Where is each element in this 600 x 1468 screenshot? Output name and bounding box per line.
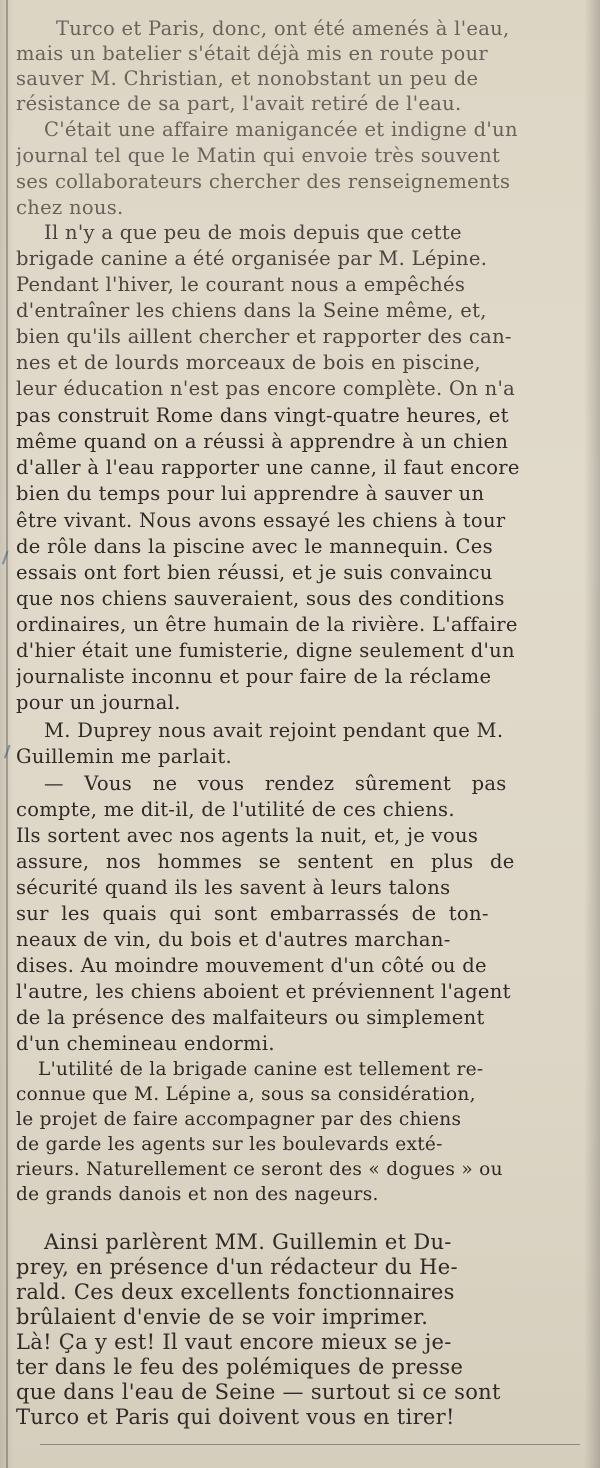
- article-line: d'un chemineau endormi.: [16, 1032, 275, 1055]
- article-line: neaux de vin, du bois et d'autres marchan-: [16, 928, 451, 951]
- article-line: rald. Ces deux excellents fonctionnaires: [16, 1280, 455, 1304]
- article-line: Turco et Paris, donc, ont été amenés à l'eau,: [56, 17, 510, 40]
- article-line: Turco et Paris qui doivent vous en tirer!: [16, 1405, 455, 1429]
- article-line: Guillemin me parlait.: [16, 745, 232, 768]
- article-line: ordinaires, un être humain de la rivière. L'affaire: [16, 613, 518, 636]
- article-line: journaliste inconnu et pour faire de la réclame: [16, 665, 492, 688]
- article-line: Là! Ça y est! Il vaut encore mieux se je-: [16, 1330, 452, 1354]
- article-line: de garde les agents sur les boulevards exté-: [16, 1134, 443, 1155]
- article-line: journal tel que le Matin qui envoie très souvent: [16, 144, 501, 167]
- article-line: même quand on a réussi à apprendre à un chien: [16, 430, 509, 453]
- article-line: d'entraîner les chiens dans la Seine même, et,: [16, 299, 487, 322]
- article-line: sur les quais qui sont embarrassés de ton-: [16, 902, 489, 925]
- article-line: pas construit Rome dans vingt-quatre heures, et: [16, 404, 509, 427]
- article-line: mais un batelier s'était déjà mis en route pour: [16, 42, 489, 65]
- article-line: leur éducation n'est pas encore complète. On n'a: [16, 377, 516, 400]
- article-line: M. Duprey nous avait rejoint pendant que M.: [44, 719, 504, 742]
- article-line: résistance de sa part, l'avait retiré de l'eau.: [16, 92, 462, 115]
- article-line: de grands danois et non des nageurs.: [16, 1184, 379, 1205]
- article-line: d'hier était une fumisterie, digne seulement d'un: [16, 639, 515, 662]
- article-line: rieurs. Naturellement ce seront des « dogues » ou: [16, 1159, 503, 1180]
- article-line: bien qu'ils aillent chercher et rapporter des can-: [16, 325, 512, 348]
- article-line: C'était une affaire manigancée et indigne d'un: [44, 118, 518, 141]
- article-line: le projet de faire accompagner par des chiens: [16, 1109, 462, 1130]
- article-line: ter dans le feu des polémiques de presse: [16, 1355, 464, 1379]
- article-line: pour un journal.: [16, 691, 181, 714]
- article-line: L'utilité de la brigade canine est tellement re-: [38, 1059, 484, 1080]
- article-line: Pendant l'hiver, le courant nous a empêchés: [16, 273, 466, 296]
- article-line: brûlaient d'envie de se voir imprimer.: [16, 1305, 429, 1329]
- article-line: bien du temps pour lui apprendre à sauver un: [16, 482, 485, 505]
- article-line: que dans l'eau de Seine — surtout si ce sont: [16, 1380, 501, 1404]
- article-line: de la présence des malfaiteurs ou simplement: [16, 1006, 485, 1029]
- article-line: sauver M. Christian, et nonobstant un peu de: [16, 67, 479, 90]
- article-line: brigade canine a été organisée par M. Lépine.: [16, 247, 488, 270]
- article-line: nes et de lourds morceaux de bois en piscine,: [16, 351, 481, 374]
- article-line: ses collaborateurs chercher des renseignements: [16, 170, 511, 193]
- article-line: dises. Au moindre mouvement d'un côté ou de: [16, 954, 487, 977]
- article-line: sécurité quand ils les savent à leurs talons: [16, 876, 451, 899]
- article-line: essais ont fort bien réussi, et je suis convaincu: [16, 561, 493, 584]
- article-line: Ainsi parlèrent MM. Guillemin et Du-: [44, 1230, 452, 1254]
- article-line: que nos chiens sauveraient, sous des conditions: [16, 587, 505, 610]
- end-rule: [40, 1444, 580, 1445]
- article-line: connue que M. Lépine a, sous sa considération,: [16, 1084, 476, 1105]
- article-line: de rôle dans la piscine avec le mannequin. Ces: [16, 535, 493, 558]
- article-line: d'aller à l'eau rapporter une canne, il faut encore: [16, 456, 520, 479]
- article-line: prey, en présence d'un rédacteur du He-: [16, 1255, 458, 1279]
- column-rule: [6, 0, 8, 1468]
- article-line: chez nous.: [16, 196, 124, 219]
- ink-mark: [2, 551, 16, 568]
- article-line: assure, nos hommes se sentent en plus de: [16, 850, 515, 873]
- article-line: être vivant. Nous avons essayé les chiens à tour: [16, 509, 506, 532]
- article-line: compte, me dit-il, de l'utilité de ces chiens.: [16, 798, 455, 821]
- article-line: l'autre, les chiens aboient et préviennent l'agent: [16, 980, 511, 1003]
- article-line: Il n'y a que peu de mois depuis que cette: [44, 221, 462, 244]
- article-line: — Vous ne vous rendez sûrement pas: [44, 772, 507, 795]
- article-line: Ils sortent avec nos agents la nuit, et, je vous: [16, 824, 479, 847]
